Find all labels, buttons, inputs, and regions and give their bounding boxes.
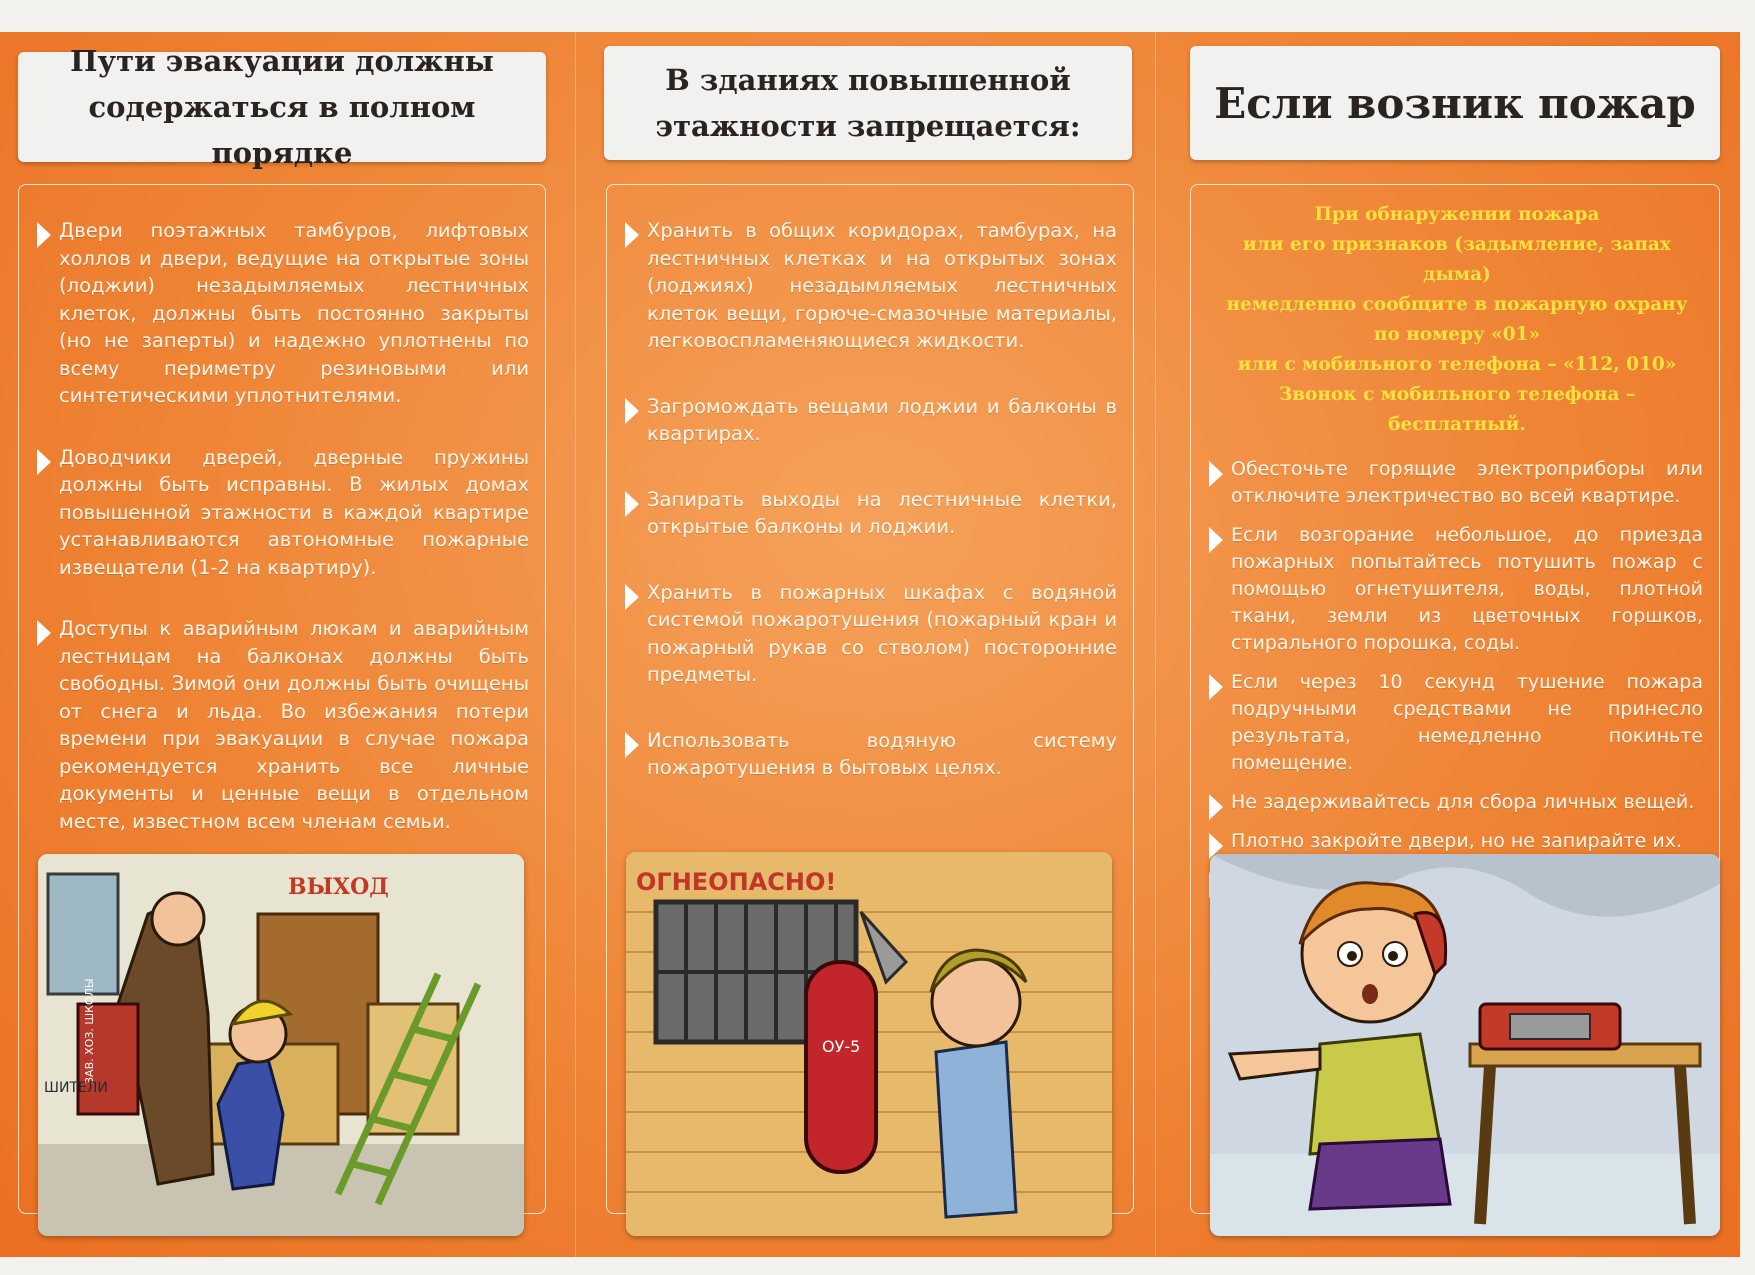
- arrow-bullet-icon: [625, 732, 639, 758]
- list-item: Загромождать вещами лоджии и балконы в квартирах.: [627, 393, 1117, 448]
- list-item: Доводчики дверей, дверные пружины должны быть исправны. В жилых домах повышенной этажности в каждой квартире устанавливаются автономные пожарные извещатели (1-2 на квартиру).: [39, 444, 529, 582]
- list-item: Доступы к аварийным люкам и аварийным лестницам на балконах должны быть свободны. Зимой они должны быть очищены от снега и льда. Во избежания потери времени при эвакуации в случае пожара рекомендуется хранить все личные документы и ценные вещи в отдельном месте, известном всем членам семьи.: [39, 615, 529, 835]
- illustration-boy-phone: [1210, 854, 1720, 1236]
- flammable-sign-text: ОГНЕОПАСНО!: [636, 868, 837, 896]
- arrow-bullet-icon: [1209, 674, 1223, 700]
- box-label: ЗАВ. ХОЗ. ШКОЛЫ: [83, 978, 96, 1084]
- arrow-bullet-icon: [37, 620, 51, 646]
- panel-title: [604, 46, 1132, 160]
- panel-title-text: Пути эвакуации должны содержаться в полном порядке: [70, 44, 494, 170]
- side-label: ШИТЕЛИ: [44, 1080, 108, 1096]
- panel-title-text: Если возник пожар: [1214, 78, 1696, 128]
- exit-sign-text: ВЫХОД: [288, 874, 389, 900]
- arrow-bullet-icon: [37, 449, 51, 475]
- list-item: Плотно закройте двери, но не запирайте их.: [1211, 828, 1703, 855]
- arrow-bullet-icon: [37, 222, 51, 248]
- arrow-bullet-icon: [1209, 461, 1223, 487]
- panel-title: [1190, 46, 1720, 160]
- illustration-fire-cabinet: [626, 852, 1112, 1236]
- list-item: Двери поэтажных тамбуров, лифтовых холлов и двери, ведущие на открытые зоны (лоджии) незадымляемых лестничных клеток, должны быть постоянно закрыты (но не заперты) и надежно уплотнены по всему периметру резиновыми или синтетическими уплотнителями.: [39, 217, 529, 410]
- emergency-call-notice: При обнаружении пожара или его признаков (задымление, запах дыма) немедленно сообщите в пожарную охрану по номеру «01» или с мобильного телефона – «112, 010» Звонок с мобильного телефона – бесплатный.: [1226, 204, 1688, 435]
- panel-if-fire: [1155, 32, 1740, 1257]
- arrow-bullet-icon: [1209, 527, 1223, 553]
- panel-title: [18, 44, 546, 170]
- list-item: Запирать выходы на лестничные клетки, открытые балконы и лоджии.: [627, 486, 1117, 541]
- list-item: Хранить в пожарных шкафах с водяной системой пожаротушения (пожарный кран и пожарный рукав со стволом) посторонние предметы.: [627, 579, 1117, 689]
- extinguisher-label: ОУ-5: [822, 1037, 861, 1056]
- list-item: Не задерживайтесь для сбора личных вещей.: [1211, 789, 1703, 816]
- arrow-bullet-icon: [625, 491, 639, 517]
- list-item: Использовать водяную систему пожаротушения в бытовых целях.: [627, 727, 1117, 782]
- list-item: Хранить в общих коридорах, тамбурах, на лестничных клетках и на открытых зонах (лоджиях) незадымляемых лестничных клеток вещи, горюче-смазочные материалы, легковоспламеняющиеся жидкости.: [627, 217, 1117, 355]
- list-item: Обесточьте горящие электроприборы или отключите электричество во всей квартире.: [1211, 456, 1703, 510]
- panel-evacuation: [0, 32, 575, 1257]
- panel-prohibited: [575, 32, 1155, 1257]
- arrow-bullet-icon: [625, 584, 639, 610]
- arrow-bullet-icon: [625, 222, 639, 248]
- panel-title-text: В зданиях повышенной этажности запрещается:: [655, 63, 1081, 143]
- arrow-bullet-icon: [1209, 794, 1223, 820]
- list-item: Если через 10 секунд тушение пожара подручными средствами не принесло результата, немедленно покиньте помещение.: [1211, 669, 1703, 777]
- illustration-cluttered-exit: [38, 854, 524, 1236]
- arrow-bullet-icon: [625, 398, 639, 424]
- list-item: Если возгорание небольшое, до приезда пожарных попытайтесь потушить пожар с помощью огнетушителя, воды, плотной ткани, земли из цветочных горшков, стирального порошка, соды.: [1211, 522, 1703, 657]
